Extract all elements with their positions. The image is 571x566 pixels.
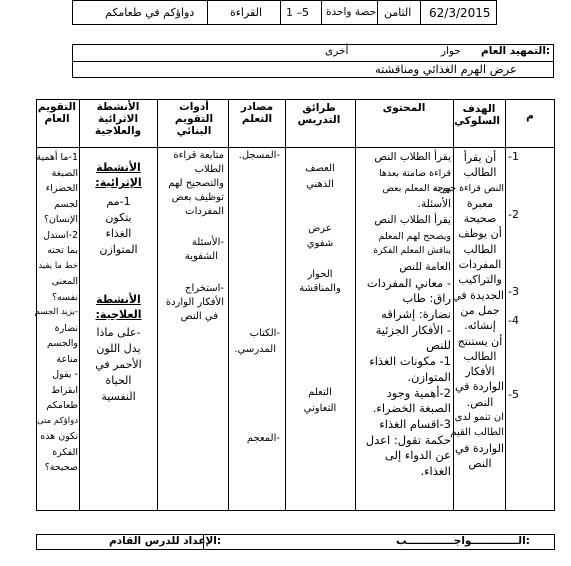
objective-line: أن يقرأ <box>463 151 497 164</box>
assessment-line: في النص <box>180 311 218 322</box>
intro-dialogue: حوار <box>441 45 461 57</box>
remedial-line: يدل اللون <box>96 342 141 355</box>
source-line: المدرسي. <box>234 344 276 355</box>
content-line: 1- مكونات الغذاء <box>369 354 451 369</box>
header-objective: الهدف السلوكي <box>454 103 500 127</box>
objective-line: والتراكيب <box>458 273 502 287</box>
enrich-line: 1-مم <box>106 195 131 208</box>
content-line: نضارة: إشراقه <box>381 307 451 322</box>
general-line: المعنى <box>51 276 78 287</box>
assessment-line: -استخراج <box>185 283 224 294</box>
general-line: الإنسان؟ <box>43 214 78 225</box>
general-line: بما تحته <box>47 245 78 256</box>
header-general-assessment: التقويم العام <box>37 101 76 125</box>
general-line: الخضراء <box>45 183 78 194</box>
objective-line: معبرة <box>466 196 494 210</box>
objective-line: ان تنمو لدى <box>454 412 504 424</box>
objective-line: الأفكار <box>465 365 495 379</box>
content-line: - الأفكار الجزئية <box>375 322 451 337</box>
content-line: يوجه المعلم بعض <box>382 183 451 195</box>
source-line: -المسجل. <box>238 150 280 161</box>
objective-line: المفردات <box>458 258 502 272</box>
source-line: -المعجم <box>246 433 280 444</box>
general-line: نضارة <box>54 322 78 334</box>
assessment-line: -الأسئلة <box>191 237 224 248</box>
objective-line: أن يستنتج <box>457 334 503 348</box>
general-line: نفسه؟ <box>51 291 78 303</box>
assessment-line: توظيف بعض <box>171 192 224 203</box>
objective-line: النص قراءة جهرية <box>432 182 504 194</box>
content-line: - معاني المفردات <box>366 275 451 290</box>
content-line: قراءة صامتة بعدها <box>378 167 451 179</box>
general-line: طعامكم <box>46 400 78 411</box>
grade-level: الثامن <box>384 6 412 19</box>
assessment-line: الطلاب <box>194 164 224 175</box>
remedial-activities-title: الأنشطة العلاجية: <box>95 293 142 321</box>
header-sources: مصادر التعلم <box>240 101 274 125</box>
intro-description: عرض الهرم الغذائي ومناقشته <box>375 62 517 76</box>
general-line: -يزيد الجسم <box>34 307 78 317</box>
number-3: -3 <box>508 285 519 298</box>
enrich-line: الغذاء <box>105 227 132 240</box>
intro-other: أخرى <box>325 45 349 57</box>
objective-line: الواردة في <box>454 441 504 455</box>
content-line: للنص <box>426 338 451 353</box>
content-line: يقرأ الطلاب النص <box>374 151 451 163</box>
objective-line: النص <box>468 456 492 470</box>
class-section: 1 –5 <box>286 6 309 19</box>
enrich-activities-title: الأنشطة الإثرائية: <box>95 161 142 189</box>
general-line: الفكرة <box>52 446 78 458</box>
homework-label: الـــــــــــــواجـــــــــــــب: <box>396 535 530 547</box>
objective-line: الطالب القيم <box>450 427 504 439</box>
objective-line: صحيحة <box>463 212 497 226</box>
general-line: مناعة <box>56 353 78 365</box>
assessment-line: متابعة قراءة <box>173 150 224 161</box>
lesson-date: 62/3/2015 <box>429 6 491 20</box>
objective-line: الواردة في <box>454 380 504 394</box>
general-line: لجسم <box>54 198 78 210</box>
content-line: الغذاء. <box>420 464 451 479</box>
content-line: راق: طاب <box>402 291 451 306</box>
period-count: حصة واحدة <box>326 6 377 18</box>
number-4: -4 <box>508 314 519 327</box>
general-line: 2-استدل <box>43 229 78 241</box>
header-number: م <box>526 110 534 122</box>
general-line: دواؤكم متى <box>37 415 78 426</box>
general-line: والجسم <box>46 338 78 349</box>
subject-name: القراءة <box>230 6 263 19</box>
content-line: يقرأ الطلاب النص <box>374 213 451 226</box>
objective-line: جمل من <box>460 303 500 317</box>
objective-line: أن يوظف <box>458 227 502 241</box>
general-line: الصبغة <box>51 167 78 179</box>
content-line: عن الدواء إلى <box>384 448 451 463</box>
general-line: 1-ما أهمية <box>36 152 78 163</box>
method-line: والمناقشة <box>299 283 341 294</box>
enrich-line: المتوازن <box>99 243 138 256</box>
header-assessment: أدوات التقويم البنائي <box>174 101 214 137</box>
assessment-line: المفردات <box>185 206 224 217</box>
method-line: العصف <box>305 163 335 174</box>
source-line: -الكتاب <box>249 328 280 339</box>
general-line: - يقول <box>52 369 78 380</box>
number-2: -2 <box>508 208 519 221</box>
method-line: الحوار <box>307 269 333 280</box>
content-line: ويصحح لهم المعلم <box>378 230 451 242</box>
header-activities: الأنشطة الاثرائية والعلاجية <box>94 101 142 137</box>
lesson-title: دواؤكم في طعامكم <box>105 6 195 19</box>
remedial-line: الأحمر في <box>95 358 142 371</box>
enrich-line: يتكون <box>105 211 132 224</box>
remedial-line: الحياة <box>105 374 132 387</box>
objective-line: الطالب <box>463 242 497 256</box>
method-line: عرض <box>308 223 332 234</box>
general-line: صحيحة؟ <box>44 462 78 473</box>
number-1: -1 <box>508 150 519 163</box>
next-lesson-prep-label: الإعداد للدرس القادم: <box>109 535 222 547</box>
general-line: تكون هذه <box>40 431 78 442</box>
general-line: خط ما يفيد <box>38 260 78 271</box>
objective-line: الطالب <box>463 349 497 363</box>
header-methods: طرائق التدريس <box>297 102 341 126</box>
intro-label: التمهيد العام: <box>481 45 551 57</box>
general-line: ابقراط <box>51 384 78 396</box>
remedial-line: -على ماذا <box>96 326 141 339</box>
assessment-line: الأفكار الواردة <box>165 297 224 308</box>
method-line: التعلم <box>308 387 332 398</box>
content-line: 3-اقسام الغذاء <box>379 416 451 431</box>
content-line: الأسئلة. <box>417 198 451 211</box>
content-line: الصبغة الخضراء. <box>372 401 451 416</box>
assessment-line: الشفوية <box>184 251 218 262</box>
header-content: المحتوى <box>382 102 426 114</box>
content-line: يناقش المعلم الفكرة <box>373 246 451 257</box>
objective-line: إنشائه. <box>464 319 496 333</box>
objective-line: النص. <box>466 395 494 409</box>
content-column <box>358 150 451 480</box>
content-line: العامة للنص <box>399 260 451 273</box>
assessment-line: والتصحيح لهم <box>168 178 224 189</box>
method-line: الذهني <box>306 179 334 190</box>
content-line: المتوازن. <box>407 369 451 384</box>
remedial-line: النفسية <box>101 390 136 403</box>
number-5: -5 <box>508 388 519 401</box>
general-assessment-column <box>34 150 78 476</box>
content-line: حكمة تقول: اعدل <box>365 432 451 447</box>
method-line: شفوي <box>306 238 334 249</box>
objective-line: الجديدة في <box>452 288 504 302</box>
method-line: التعاوني <box>303 403 337 414</box>
objective-line: الطالب <box>463 166 497 180</box>
content-line: 2-أهمية وجود <box>386 385 451 400</box>
